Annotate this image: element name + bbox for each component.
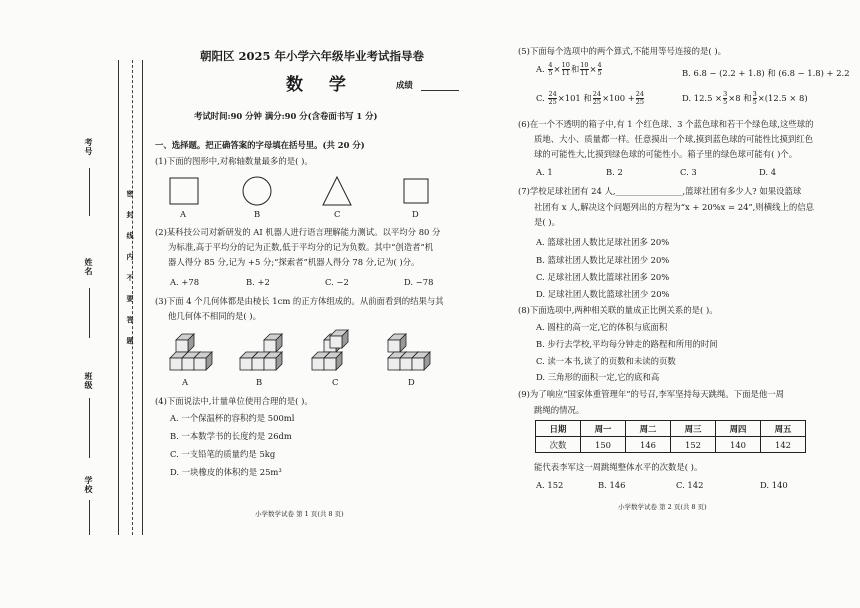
xingming-label: 姓名 <box>84 258 94 276</box>
q9-line-2: 跳绳的情况。 <box>534 405 585 415</box>
q1-rectangle <box>170 178 198 204</box>
section-heading: 一、选择题。把正确答案的字母填在括号里。(共 20 分) <box>155 140 365 150</box>
fraction: $\frac{24}{25}$ <box>592 90 602 106</box>
fraction: $\frac{24}{25}$ <box>635 90 645 106</box>
q3-figure-a <box>170 334 212 370</box>
q3-label-b: B <box>256 377 263 387</box>
xuexiao-blank <box>89 500 90 535</box>
q7-option-c: C. 足球社团人数比篮球社团多 20% <box>536 272 670 282</box>
q8-option-b: B. 步行去学校,平均每分钟走的路程和所用的时间 <box>536 339 718 349</box>
q4-option-d: D. 一块橡皮的体积约是 25m³ <box>170 467 282 477</box>
q4-option-b: B. 一本数学书的长度约是 26dm <box>170 431 292 441</box>
q6-option-a: A. 1 <box>536 167 553 177</box>
table-cell: 140 <box>716 437 761 453</box>
q5-option-b: B. 6.8 − (2.2 + 1.8) 和 (6.8 − 1.8) + 2.2 <box>682 68 850 78</box>
q5-option-c: C. $\frac{24}{25}$ ×101 和 $\frac{24}{25}$ ×100 + $\frac{24}{25}$ <box>536 90 645 106</box>
q5-a-label: A. <box>536 64 545 74</box>
fraction: $\frac{4}{5}$ <box>548 61 553 77</box>
q1-triangle <box>323 177 351 205</box>
binding-line-inner <box>142 60 143 535</box>
q9-option-d: D. 140 <box>760 480 788 490</box>
q6-option-c: C. 3 <box>680 167 697 177</box>
q1-label-a: A <box>180 209 187 219</box>
q2-line-3: 器人得分 85 分,记为 +5 分;“探索者”机器人得分 78 分,记为( )分。 <box>168 257 420 267</box>
q9-question: 能代表李军这一周跳绳整体水平的次数是( )。 <box>534 462 703 472</box>
fraction: $\frac{3}{5}$ <box>723 90 728 106</box>
table-row <box>536 437 806 453</box>
table-cell: 次数 <box>536 437 581 453</box>
table-cell: 日期 <box>536 421 581 437</box>
q3-label-a: A <box>182 377 189 387</box>
q3-line-1: (3)下面 4 个几何体都是由棱长 1cm 的正方体组成的。从前面看到的结果与其 <box>155 296 444 306</box>
q9-option-c: C. 142 <box>676 480 704 490</box>
q3-figure-c <box>312 330 348 370</box>
fraction: $\frac{10}{11}$ <box>561 61 570 77</box>
fraction: $\frac{24}{25}$ <box>548 90 557 106</box>
xingming-blank <box>89 288 90 338</box>
table-cell: 周三 <box>671 421 716 437</box>
q8-option-a: A. 圆柱的高一定,它的体积与底面积 <box>536 322 668 332</box>
q8-text: (8)下面选项中,两种相关联的量成正比例关系的是( )。 <box>518 305 718 315</box>
kaohao-blank <box>89 168 90 216</box>
q9-line-1: (9)为了响应“国家体重管理年”的号召,李军坚持每天跳绳。下面是他一周 <box>518 389 784 399</box>
q2-option-b: B. +2 <box>246 277 270 287</box>
q1-label-d: D <box>412 209 419 219</box>
q1-square <box>404 179 428 203</box>
page-1-footer: 小学数学试卷 第 1 页(共 8 页) <box>255 510 344 518</box>
fraction: $\frac{3}{5}$ <box>752 90 757 106</box>
q2-option-c: C. −2 <box>325 277 349 287</box>
subject-title: 数 学 <box>286 75 356 95</box>
binding-line-outer <box>118 60 119 535</box>
table-header-row <box>536 421 806 437</box>
q3-line-2: 他几何体不相同的是( )。 <box>168 311 261 321</box>
table-cell: 周二 <box>626 421 671 437</box>
q8-option-c: C. 读一本书,读了的页数和未读的页数 <box>536 356 676 366</box>
score-label: 成绩 <box>396 80 413 90</box>
q6-line-3: 球的可能性大,比摸到绿色球的可能性小。箱子里的绿色球可能有( )个。 <box>534 149 798 159</box>
q5-option-a: A. $\frac{4}{5}$ × $\frac{10}{11}$ 和 $\frac{10}{11}$ × $\frac{4}{5}$ <box>536 61 602 77</box>
table-cell: 142 <box>761 437 806 453</box>
table-cell: 周五 <box>761 421 806 437</box>
table-cell: 152 <box>671 437 716 453</box>
fraction: $\frac{4}{5}$ <box>597 61 602 77</box>
banji-label: 班级 <box>84 372 94 390</box>
fraction: $\frac{10}{11}$ <box>580 61 589 77</box>
table-cell: 150 <box>581 437 626 453</box>
q6-option-b: B. 2 <box>606 167 623 177</box>
q1-label-b: B <box>254 209 261 219</box>
exam-title: 朝阳区 2025 年小学六年级毕业考试指导卷 <box>200 49 425 63</box>
banji-blank <box>89 398 90 458</box>
q4-option-a: A. 一个保温杯的容积约是 500ml <box>170 413 295 423</box>
q7-option-d: D. 足球社团人数比篮球社团少 20% <box>536 289 670 299</box>
q3-label-d: D <box>408 377 415 387</box>
q1-text: (1)下面的图形中,对称轴数量最多的是( )。 <box>155 156 313 166</box>
q3-cube-figures <box>160 328 450 374</box>
jump-rope-table <box>535 420 806 453</box>
q2-line-2: 为标准,高于平均分的记为正数,低于平均分的记为负数。其中“创造者”机 <box>168 242 434 252</box>
q7-line-3: 是( )。 <box>534 217 560 227</box>
exam-info: 考试时间:90 分钟 满分:90 分(含卷面书写 1 分) <box>194 111 378 121</box>
q7-line-1: (7)学校足球社团有 24 人,________________,篮球社团有多少人? 如果设篮球 <box>518 186 802 196</box>
q9-option-b: B. 146 <box>598 480 626 490</box>
q8-option-d: D. 三角形的面积一定,它的底和高 <box>536 372 660 382</box>
q7-option-a: A. 篮球社团人数比足球社团多 20% <box>536 237 670 247</box>
q6-line-2: 质地、大小、质量都一样。任意摸出一个球,摸到蓝色球的可能性比摸到红色 <box>534 134 814 144</box>
page-2-footer: 小学数学试卷 第 2 页(共 8 页) <box>618 503 707 511</box>
q5-text: (5)下面每个选项中的两个算式,不能用等号连接的是( )。 <box>518 46 726 56</box>
kaohao-label: 考号 <box>84 138 94 156</box>
seal-notice: 密封线内不要答题 <box>126 190 135 358</box>
q3-label-c: C <box>332 377 339 387</box>
table-cell: 周四 <box>716 421 761 437</box>
q4-text: (4)下面说法中,计量单位使用合理的是( )。 <box>155 396 313 406</box>
q4-option-c: C. 一支铅笔的质量约是 5kg <box>170 449 276 459</box>
q7-option-b: B. 篮球社团人数比足球社团少 20% <box>536 255 670 265</box>
q6-option-d: D. 4 <box>759 167 777 177</box>
table-cell: 146 <box>626 437 671 453</box>
q3-figure-b <box>240 334 282 370</box>
score-blank <box>421 90 459 91</box>
xuexiao-label: 学校 <box>84 476 94 494</box>
q1-label-c: C <box>334 209 341 219</box>
q7-line-2: 社团有 x 人,解决这个问题列出的方程为“x + 20%x = 24”,则横线上的信息 <box>534 202 814 212</box>
q1-shapes <box>160 172 440 222</box>
q2-line-1: (2)某科技公司对新研发的 AI 机器人进行语言理解能力测试。以平均分 80 分 <box>155 227 441 237</box>
table-cell: 周一 <box>581 421 626 437</box>
q3-figure-d <box>388 334 430 370</box>
q2-option-d: D. −78 <box>404 277 434 287</box>
q5-option-d: D. 12.5 × $\frac{3}{5}$ ×8 和 $\frac{3}{5}$ ×(12.5 × 8) <box>682 90 808 106</box>
q9-option-a: A. 152 <box>536 480 564 490</box>
q1-circle <box>243 177 271 205</box>
q6-line-1: (6)在一个不透明的箱子中,有 1 个红色球、3 个蓝色球和若干个绿色球,这些球的 <box>518 119 814 129</box>
q2-option-a: A. +78 <box>170 277 200 287</box>
